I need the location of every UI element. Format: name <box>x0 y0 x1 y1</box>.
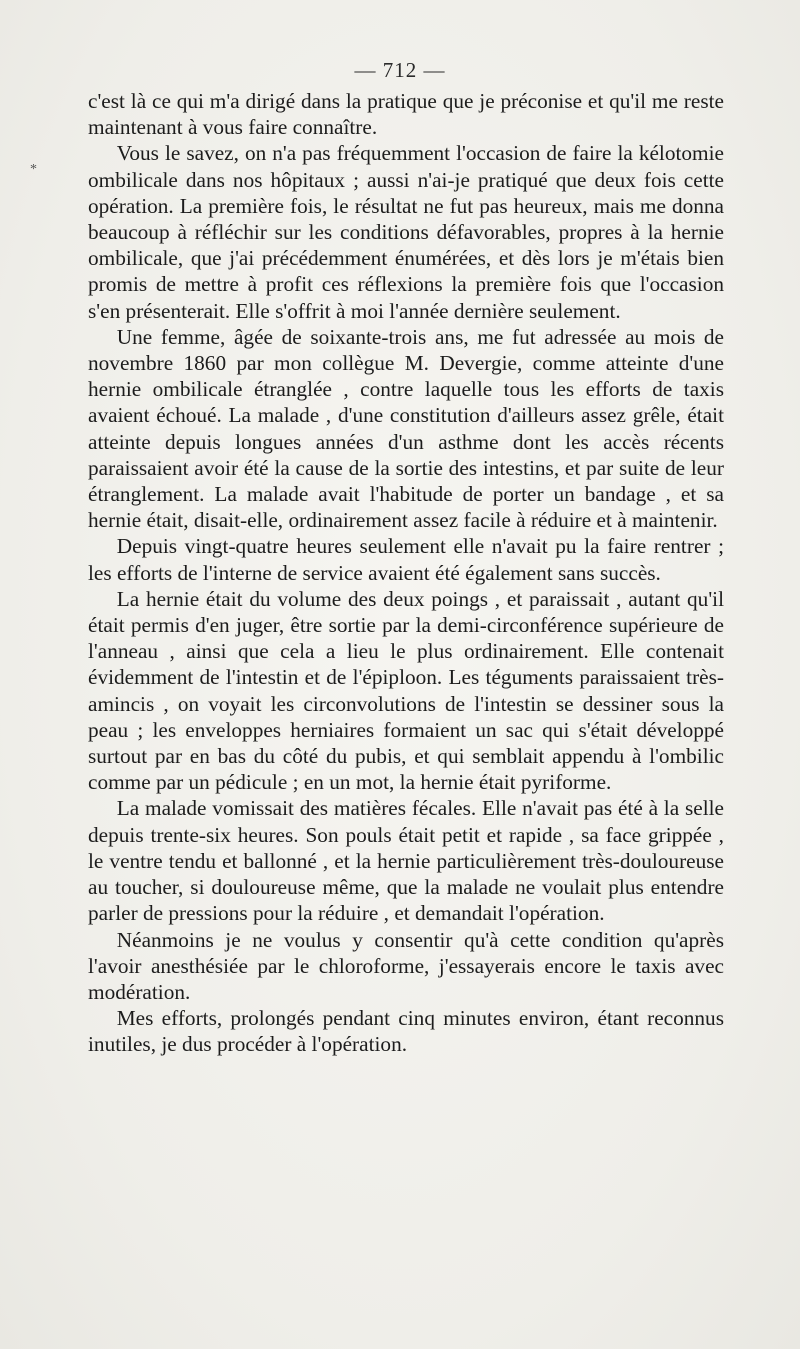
page-number-header: — 712 — <box>354 58 446 82</box>
body-text <box>88 88 724 1058</box>
paragraph-1: c'est là ce qui m'a dirigé dans la pratique que je préconise et qu'il me reste maintenant à vous faire connaître. <box>88 89 724 140</box>
paragraph-6: La malade vomissait des matières fécales. Elle n'avait pas été à la selle depuis trente-six heures. Son pouls était petit et rapide , sa face grippée , le ventre tendu et ballonné , et la hernie particulièrement très-douloureuse au toucher, si douloureuse même, que la malade ne voulait plus entendre parler de pressions pour la réduire , et demandait l'opération. <box>88 796 724 926</box>
paragraph-4: Depuis vingt-quatre heures seulement elle n'avait pu la faire rentrer ; les efforts de l'interne de service avaient été également sans succès. <box>88 534 724 585</box>
paragraph-5: La hernie était du volume des deux poings , et paraissait , autant qu'il était permis d'en juger, être sortie par la demi-circonférence supérieure de l'anneau , ainsi que cela a lieu le plus ordinairement. Elle contenait évidemment de l'intestin et de l'épiploon. Les téguments paraissaient très-amincis , on voyait les circonvolutions de l'intestin se dessiner sous la peau ; les enveloppes herniaires formaient un sac qui s'était développé surtout par en bas du côté du pubis, et qui semblait appendu à l'ombilic comme par un pédicule ; en un mot, la hernie était pyriforme. <box>88 586 724 795</box>
paragraph-3: Une femme, âgée de soixante-trois ans, me fut adressée au mois de novembre 1860 par mon collègue M. Devergie, comme atteinte d'une hernie ombilicale étranglée , contre laquelle tous les efforts de taxis avaient échoué. La malade , d'une constitution d'ailleurs assez grêle, était atteinte depuis longues années d'un asthme dont les accès récents paraissaient avoir été la cause de la sortie des intestins, et par suite de leur étranglement. La malade avait l'habitude de porter un bandage , et sa hernie était, disait-elle, ordinairement assez facile à réduire et à maintenir. <box>88 324 724 533</box>
paragraph-8: Mes efforts, prolongés pendant cinq minutes environ, étant reconnus inutiles, je dus procéder à l'opération. <box>88 1006 724 1057</box>
margin-mark: * <box>30 162 37 177</box>
paragraph-7: Néanmoins je ne voulus y consentir qu'à cette condition qu'après l'avoir anesthésiée par le chloroforme, j'essayerais encore le taxis avec modération. <box>88 927 724 1004</box>
paragraph-2: Vous le savez, on n'a pas fréquemment l'occasion de faire la kélotomie ombilicale dans nos hôpitaux ; aussi n'ai-je pratiqué que deux fois cette opération. La première fois, le résultat ne fut pas heureux, mais me donna beaucoup à réfléchir sur les conditions défavorables, propres à la hernie ombilicale, que j'ai précédemment énumérées, et dès lors je m'étais bien promis de mettre à profit ces réflexions la première fois que l'occasion s'en présenterait. Elle s'offrit à moi l'année dernière seulement. <box>88 141 724 323</box>
